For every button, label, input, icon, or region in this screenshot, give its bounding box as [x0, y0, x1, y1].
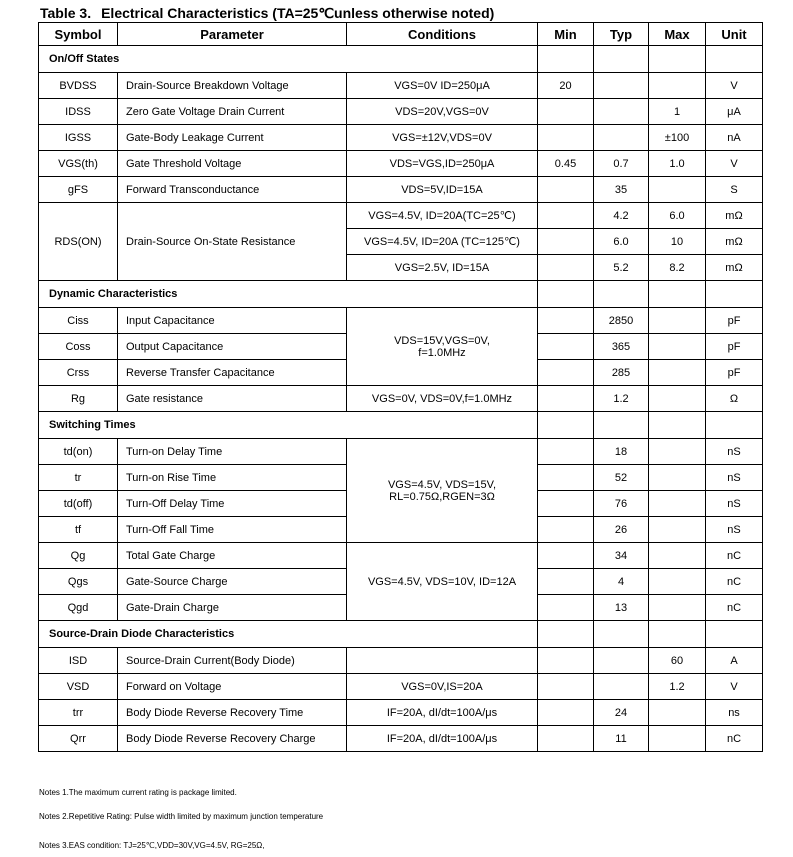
max-cell	[649, 386, 706, 412]
parameter-cell: Turn-on Rise Time	[118, 465, 347, 491]
max-cell	[649, 726, 706, 752]
symbol-cell: gFS	[39, 177, 118, 203]
table-title	[40, 5, 494, 22]
typ-cell: 4	[594, 569, 649, 595]
conditions-line: VGS=4.5V, VDS=15V,	[387, 478, 497, 491]
parameter-cell: Source-Drain Current(Body Diode)	[118, 648, 347, 674]
conditions-cell: IF=20A, dI/dt=100A/μs	[347, 700, 538, 726]
min-cell	[538, 726, 594, 752]
symbol-cell: VGS(th)	[39, 151, 118, 177]
max-cell	[649, 177, 706, 203]
max-cell	[649, 569, 706, 595]
symbol-cell: td(off)	[39, 491, 118, 517]
electrical-characteristics-table	[38, 22, 763, 752]
unit-cell: pF	[706, 308, 763, 334]
typ-cell	[594, 73, 649, 99]
table-row	[39, 439, 763, 465]
unit-cell: nC	[706, 726, 763, 752]
conditions-cell: VGS=±12V,VDS=0V	[347, 125, 538, 151]
conditions-cell: VDS=5V,ID=15A	[347, 177, 538, 203]
symbol-cell: IGSS	[39, 125, 118, 151]
typ-cell: 1.2	[594, 386, 649, 412]
min-cell	[538, 334, 594, 360]
conditions-cell: VGS=0V,IS=20A	[347, 674, 538, 700]
header-symbol: Symbol	[39, 23, 118, 46]
conditions-cell: VDS=20V,VGS=0V	[347, 99, 538, 125]
min-cell	[538, 491, 594, 517]
parameter-cell: Body Diode Reverse Recovery Charge	[118, 726, 347, 752]
min-cell	[538, 386, 594, 412]
table-row	[39, 386, 763, 412]
min-cell	[538, 229, 594, 255]
unit-cell: nS	[706, 517, 763, 543]
parameter-cell: Gate-Drain Charge	[118, 595, 347, 621]
typ-cell	[594, 99, 649, 125]
min-cell	[538, 517, 594, 543]
typ-cell: 11	[594, 726, 649, 752]
typ-cell: 52	[594, 465, 649, 491]
symbol-cell: RDS(ON)	[39, 203, 118, 281]
max-cell: 1.2	[649, 674, 706, 700]
typ-cell: 34	[594, 543, 649, 569]
conditions-cell: VDS=VGS,ID=250μA	[347, 151, 538, 177]
unit-cell: ns	[706, 700, 763, 726]
header-conditions: Conditions	[347, 23, 538, 46]
typ-cell	[594, 674, 649, 700]
min-cell	[538, 569, 594, 595]
max-cell	[649, 465, 706, 491]
conditions-cell: VGS=0V ID=250μA	[347, 73, 538, 99]
symbol-cell: Rg	[39, 386, 118, 412]
max-cell: 6.0	[649, 203, 706, 229]
unit-cell: nC	[706, 543, 763, 569]
parameter-cell: Zero Gate Voltage Drain Current	[118, 99, 347, 125]
min-cell	[538, 360, 594, 386]
typ-cell: 24	[594, 700, 649, 726]
min-cell	[538, 674, 594, 700]
note-2: Notes 2.Repetitive Rating: Pulse width limited by maximum junction temperature	[39, 812, 324, 821]
typ-cell: 35	[594, 177, 649, 203]
symbol-cell: IDSS	[39, 99, 118, 125]
conditions-line: VDS=15V,VGS=0V,	[394, 334, 490, 347]
note-1: Notes 1.The maximum current rating is package limited.	[39, 788, 237, 797]
max-cell: 60	[649, 648, 706, 674]
unit-cell: A	[706, 648, 763, 674]
conditions-line: f=1.0MHz	[418, 346, 466, 359]
section-switching: Switching Times	[39, 412, 538, 439]
min-cell	[538, 203, 594, 229]
conditions-line: RL=0.75Ω,RGEN=3Ω	[389, 490, 495, 503]
table-row	[39, 674, 763, 700]
unit-cell: nS	[706, 491, 763, 517]
typ-cell: 4.2	[594, 203, 649, 229]
typ-cell: 13	[594, 595, 649, 621]
conditions-cell: VGS=4.5V, ID=20A (TC=125℃)	[347, 229, 538, 255]
max-cell	[649, 543, 706, 569]
header-min: Min	[538, 23, 594, 46]
unit-cell: nS	[706, 465, 763, 491]
typ-cell: 0.7	[594, 151, 649, 177]
conditions-cell: VGS=4.5V, ID=20A(TC=25℃)	[347, 203, 538, 229]
symbol-cell: tf	[39, 517, 118, 543]
parameter-cell: Turn-Off Fall Time	[118, 517, 347, 543]
header-typ: Typ	[594, 23, 649, 46]
table-row	[39, 700, 763, 726]
unit-cell: Ω	[706, 386, 763, 412]
symbol-cell: Qg	[39, 543, 118, 569]
max-cell	[649, 439, 706, 465]
symbol-cell: Coss	[39, 334, 118, 360]
max-cell: 1	[649, 99, 706, 125]
max-cell	[649, 517, 706, 543]
unit-cell: pF	[706, 360, 763, 386]
min-cell	[538, 439, 594, 465]
typ-cell: 2850	[594, 308, 649, 334]
max-cell: ±100	[649, 125, 706, 151]
symbol-cell: ISD	[39, 648, 118, 674]
table-row	[39, 177, 763, 203]
parameter-cell: Body Diode Reverse Recovery Time	[118, 700, 347, 726]
table-number: Table 3.	[40, 5, 92, 21]
section-row	[39, 46, 763, 73]
table-title-text: Electrical Characteristics (TA=25℃unless otherwise noted)	[101, 5, 495, 21]
symbol-cell: Ciss	[39, 308, 118, 334]
table-row	[39, 203, 763, 229]
unit-cell: nA	[706, 125, 763, 151]
unit-cell: V	[706, 674, 763, 700]
parameter-cell: Turn-on Delay Time	[118, 439, 347, 465]
unit-cell: mΩ	[706, 255, 763, 281]
section-dynamic: Dynamic Characteristics	[39, 281, 538, 308]
parameter-cell: Gate Threshold Voltage	[118, 151, 347, 177]
max-cell	[649, 700, 706, 726]
conditions-cell: VGS=0V, VDS=0V,f=1.0MHz	[347, 386, 538, 412]
header-parameter: Parameter	[118, 23, 347, 46]
symbol-cell: BVDSS	[39, 73, 118, 99]
min-cell	[538, 125, 594, 151]
unit-cell: nC	[706, 595, 763, 621]
symbol-cell: trr	[39, 700, 118, 726]
max-cell: 8.2	[649, 255, 706, 281]
unit-cell: V	[706, 73, 763, 99]
parameter-cell: Turn-Off Delay Time	[118, 491, 347, 517]
unit-cell: nC	[706, 569, 763, 595]
header-max: Max	[649, 23, 706, 46]
note-3: Notes 3.EAS condition: TJ=25℃,VDD=30V,VG=4.5V, RG=25Ω,	[39, 841, 265, 850]
typ-cell: 26	[594, 517, 649, 543]
max-cell: 1.0	[649, 151, 706, 177]
typ-cell	[594, 648, 649, 674]
min-cell	[538, 700, 594, 726]
parameter-cell: Drain-Source Breakdown Voltage	[118, 73, 347, 99]
symbol-cell: Qrr	[39, 726, 118, 752]
max-cell	[649, 73, 706, 99]
table-row	[39, 151, 763, 177]
min-cell: 0.45	[538, 151, 594, 177]
parameter-cell: Forward Transconductance	[118, 177, 347, 203]
max-cell	[649, 334, 706, 360]
max-cell	[649, 360, 706, 386]
typ-cell: 365	[594, 334, 649, 360]
typ-cell	[594, 125, 649, 151]
parameter-cell: Input Capacitance	[118, 308, 347, 334]
symbol-cell: Crss	[39, 360, 118, 386]
typ-cell: 18	[594, 439, 649, 465]
typ-cell: 6.0	[594, 229, 649, 255]
conditions-cell: IF=20A, dI/dt=100A/μs	[347, 726, 538, 752]
section-row	[39, 621, 763, 648]
min-cell	[538, 308, 594, 334]
unit-cell: nS	[706, 439, 763, 465]
min-cell: 20	[538, 73, 594, 99]
min-cell	[538, 465, 594, 491]
parameter-cell: Total Gate Charge	[118, 543, 347, 569]
table-row	[39, 726, 763, 752]
conditions-cell	[347, 648, 538, 674]
table-row	[39, 125, 763, 151]
section-row	[39, 412, 763, 439]
max-cell	[649, 595, 706, 621]
max-cell	[649, 491, 706, 517]
section-diode: Source-Drain Diode Characteristics	[39, 621, 538, 648]
conditions-cell	[347, 308, 538, 386]
conditions-cell	[347, 439, 538, 543]
unit-cell: S	[706, 177, 763, 203]
parameter-cell: Gate-Body Leakage Current	[118, 125, 347, 151]
table-row	[39, 648, 763, 674]
section-onoff: On/Off States	[39, 46, 538, 73]
min-cell	[538, 99, 594, 125]
table-row	[39, 308, 763, 334]
max-cell: 10	[649, 229, 706, 255]
parameter-cell: Output Capacitance	[118, 334, 347, 360]
parameter-cell: Gate resistance	[118, 386, 347, 412]
symbol-cell: Qgs	[39, 569, 118, 595]
unit-cell: μA	[706, 99, 763, 125]
header-unit: Unit	[706, 23, 763, 46]
parameter-cell: Drain-Source On-State Resistance	[118, 203, 347, 281]
parameter-cell: Reverse Transfer Capacitance	[118, 360, 347, 386]
conditions-cell: VGS=4.5V, VDS=10V, ID=12A	[347, 543, 538, 621]
table-row	[39, 73, 763, 99]
min-cell	[538, 177, 594, 203]
min-cell	[538, 543, 594, 569]
unit-cell: mΩ	[706, 229, 763, 255]
symbol-cell: VSD	[39, 674, 118, 700]
section-row	[39, 281, 763, 308]
unit-cell: pF	[706, 334, 763, 360]
unit-cell: V	[706, 151, 763, 177]
table-row	[39, 543, 763, 569]
header-row	[39, 23, 763, 46]
typ-cell: 285	[594, 360, 649, 386]
min-cell	[538, 648, 594, 674]
parameter-cell: Forward on Voltage	[118, 674, 347, 700]
unit-cell: mΩ	[706, 203, 763, 229]
symbol-cell: td(on)	[39, 439, 118, 465]
min-cell	[538, 595, 594, 621]
symbol-cell: tr	[39, 465, 118, 491]
parameter-cell: Gate-Source Charge	[118, 569, 347, 595]
table-row	[39, 99, 763, 125]
typ-cell: 5.2	[594, 255, 649, 281]
typ-cell: 76	[594, 491, 649, 517]
conditions-cell: VGS=2.5V, ID=15A	[347, 255, 538, 281]
min-cell	[538, 255, 594, 281]
symbol-cell: Qgd	[39, 595, 118, 621]
max-cell	[649, 308, 706, 334]
